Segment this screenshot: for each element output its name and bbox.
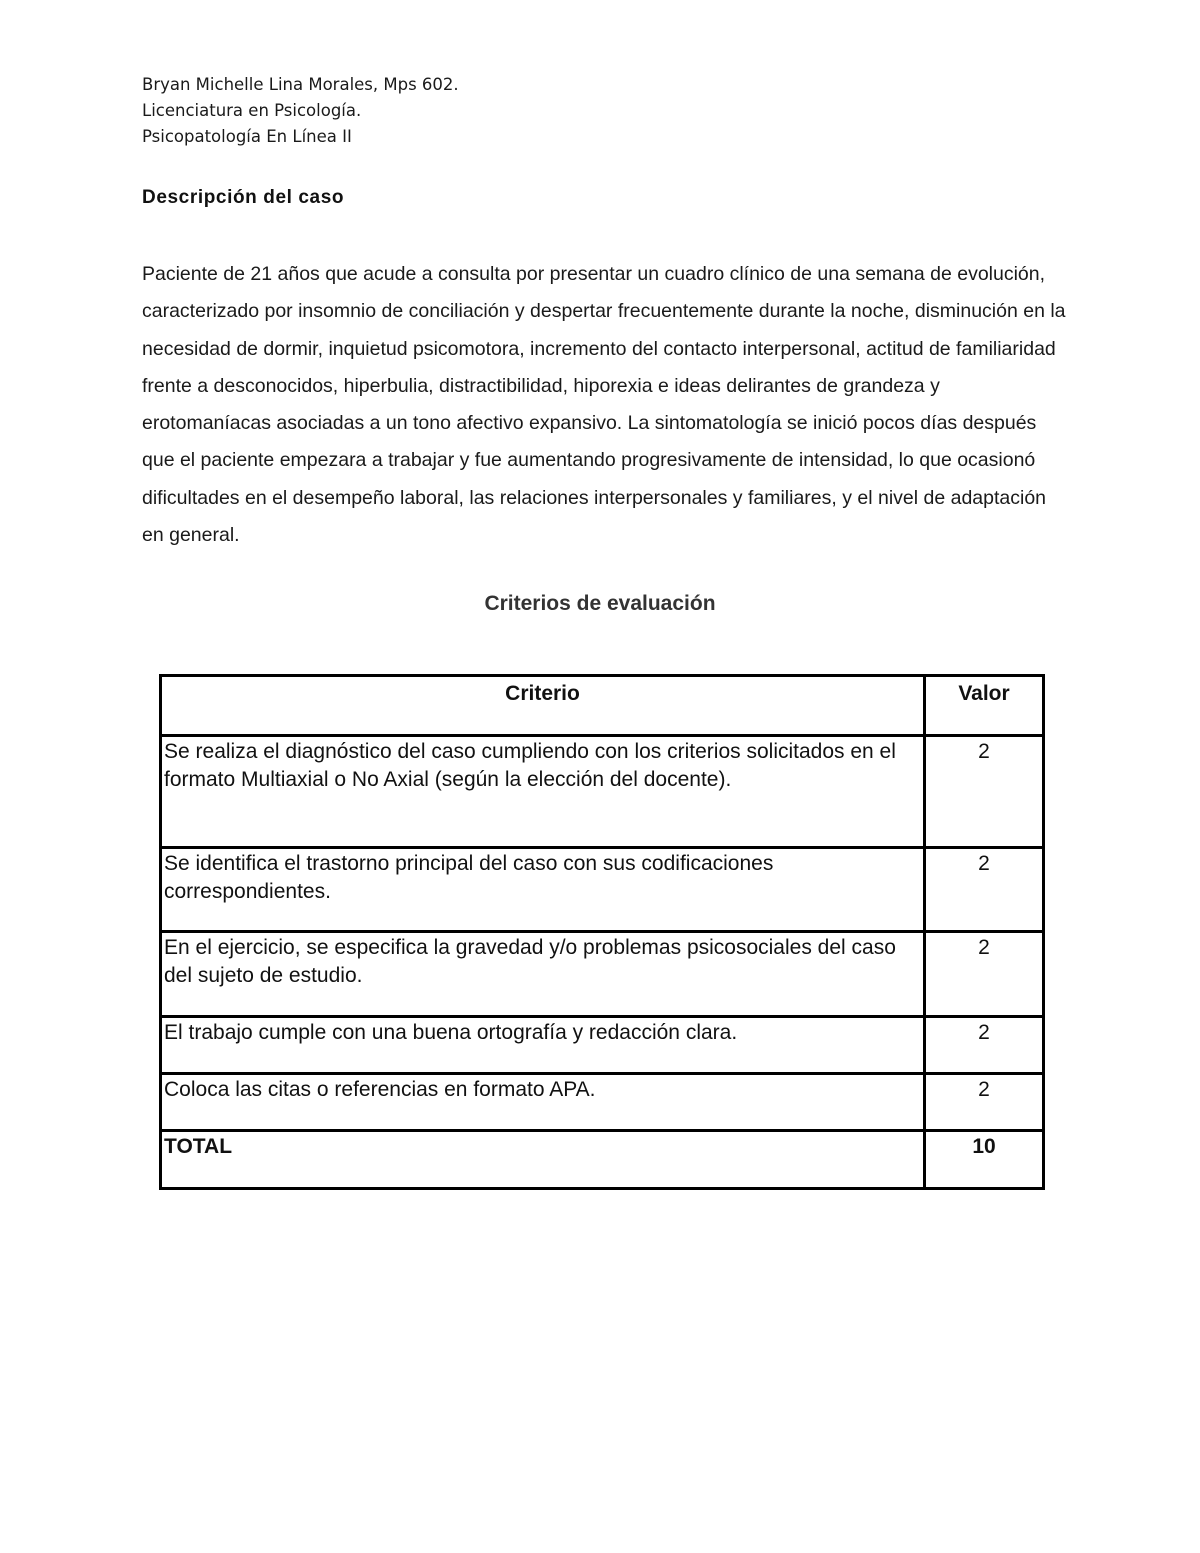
- table-row: [161, 932, 1044, 1017]
- total-label: TOTAL: [161, 1131, 925, 1189]
- evaluation-title: Criterios de evaluación: [484, 592, 716, 615]
- table-row: [161, 848, 1044, 932]
- evaluation-table: [159, 674, 1045, 1190]
- criterio-cell: El trabajo cumple con una buena ortografía y redacción clara.: [161, 1017, 925, 1074]
- valor-cell: 2: [925, 736, 1044, 848]
- total-row: [161, 1131, 1044, 1189]
- case-title: Descripción del caso: [142, 187, 345, 208]
- program-line: Licenciatura en Psicología.: [142, 101, 362, 120]
- valor-cell: 2: [925, 932, 1044, 1017]
- header-criterio: Criterio: [161, 676, 925, 736]
- table-header-row: [161, 676, 1044, 736]
- criterio-cell: Coloca las citas o referencias en formato APA.: [161, 1074, 925, 1131]
- table-row: [161, 1017, 1044, 1074]
- valor-cell: 2: [925, 1074, 1044, 1131]
- document-header: [142, 72, 459, 150]
- valor-cell: 2: [925, 848, 1044, 932]
- valor-cell: 2: [925, 1017, 1044, 1074]
- table-row: [161, 736, 1044, 848]
- table-row: [161, 1074, 1044, 1131]
- criterio-cell: Se identifica el trastorno principal del caso con sus codificaciones correspondientes.: [161, 848, 925, 932]
- header-valor: Valor: [925, 676, 1044, 736]
- case-description: Paciente de 21 años que acude a consulta por presentar un cuadro clínico de una semana de evolución, caracterizado por insomnio de conciliación y despertar frecuentemente durante la noche, disminución en la necesidad de dormir, inquietud psicomotora, incremento del contacto interpersonal, actitud de familiaridad frente a desconocidos, hiperbulia, distractibilidad, hiporexia e ideas delirantes de grandeza y erotomaníacas asociadas a un tono afectivo expansivo. La sintomatología se inició pocos días después que el paciente empezara a trabajar y fue aumentando progresivamente de intensidad, lo que ocasionó dificultades en el desempeño laboral, las relaciones interpersonales y familiares, y el nivel de adaptación en general.: [142, 263, 1066, 547]
- total-value: 10: [925, 1131, 1044, 1189]
- criterio-cell: En el ejercicio, se especifica la gravedad y/o problemas psicosociales del caso del sujeto de estudio.: [161, 932, 925, 1017]
- course-line: Psicopatología En Línea II: [142, 127, 352, 146]
- author-line: Bryan Michelle Lina Morales, Mps 602.: [142, 75, 459, 94]
- criterio-cell: Se realiza el diagnóstico del caso cumpliendo con los criterios solicitados en el formato Multiaxial o No Axial (según la elección del docente).: [161, 736, 925, 848]
